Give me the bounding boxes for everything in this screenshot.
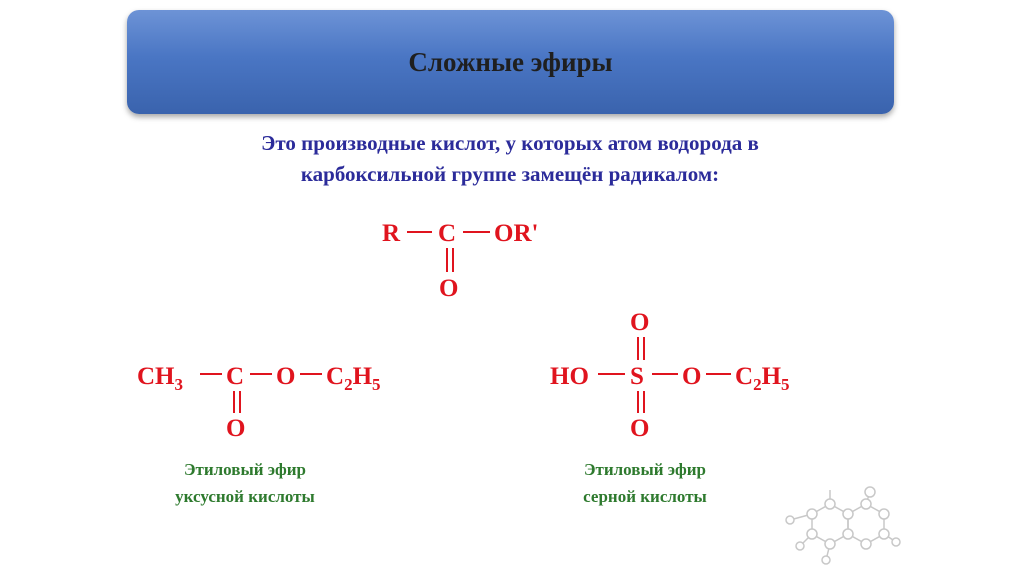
caption-ethyl-acetate-line-1: Этиловый эфир [183,460,307,479]
caption-ethyl-sulfate-line-1: Этиловый эфир [583,460,707,479]
general-formula [382,220,538,302]
acetate-ch-sub: 3 [174,375,183,394]
svg-text:C2H5 [735,363,790,394]
caption-ethyl-sulfate [550,456,740,510]
general-formula-o: O [439,275,459,302]
acetate-c2-sub: 2 [344,375,353,394]
caption-ethyl-sulfate-line-2: серной кислоты [583,487,707,506]
acetate-h: H [352,363,373,390]
definition-line-1: Это производные кислот, у которых атом водорода в [261,131,759,155]
acetate-ch: CH [137,363,175,390]
slide-title: Сложные эфиры [408,46,613,77]
caption-ethyl-acetate-line-2: уксусной кислоты [175,487,315,506]
definition-line-2: карбоксильной группе замещён радикалом: [300,162,720,186]
svg-text:CH3 [137,363,183,394]
ethyl-acetate-formula [137,363,381,442]
sulfate-c2: C [735,363,754,390]
sulfate-h-sub: 5 [781,375,790,394]
sulfate-ho: HO [550,363,589,390]
general-formula-r: R [382,220,401,247]
general-formula-c: C [438,220,457,247]
ethyl-sulfate-formula [550,309,790,442]
acetate-c: C [226,363,245,390]
sulfate-o-chain: O [682,363,702,390]
decorative-molecule-graphic [786,487,900,564]
sulfate-o-bottom: O [630,415,650,442]
sulfate-c2-sub: 2 [753,375,762,394]
acetate-c2: C [326,363,345,390]
caption-ethyl-acetate [150,456,340,510]
sulfate-s: S [630,363,644,390]
sulfate-h: H [761,363,782,390]
acetate-o-chain: O [276,363,296,390]
general-formula-or: OR' [494,220,539,247]
acetate-h-sub: 5 [372,375,381,394]
svg-text:C2H5 [326,363,381,394]
sulfate-o-top: O [630,309,650,336]
acetate-o-bottom: O [226,415,246,442]
